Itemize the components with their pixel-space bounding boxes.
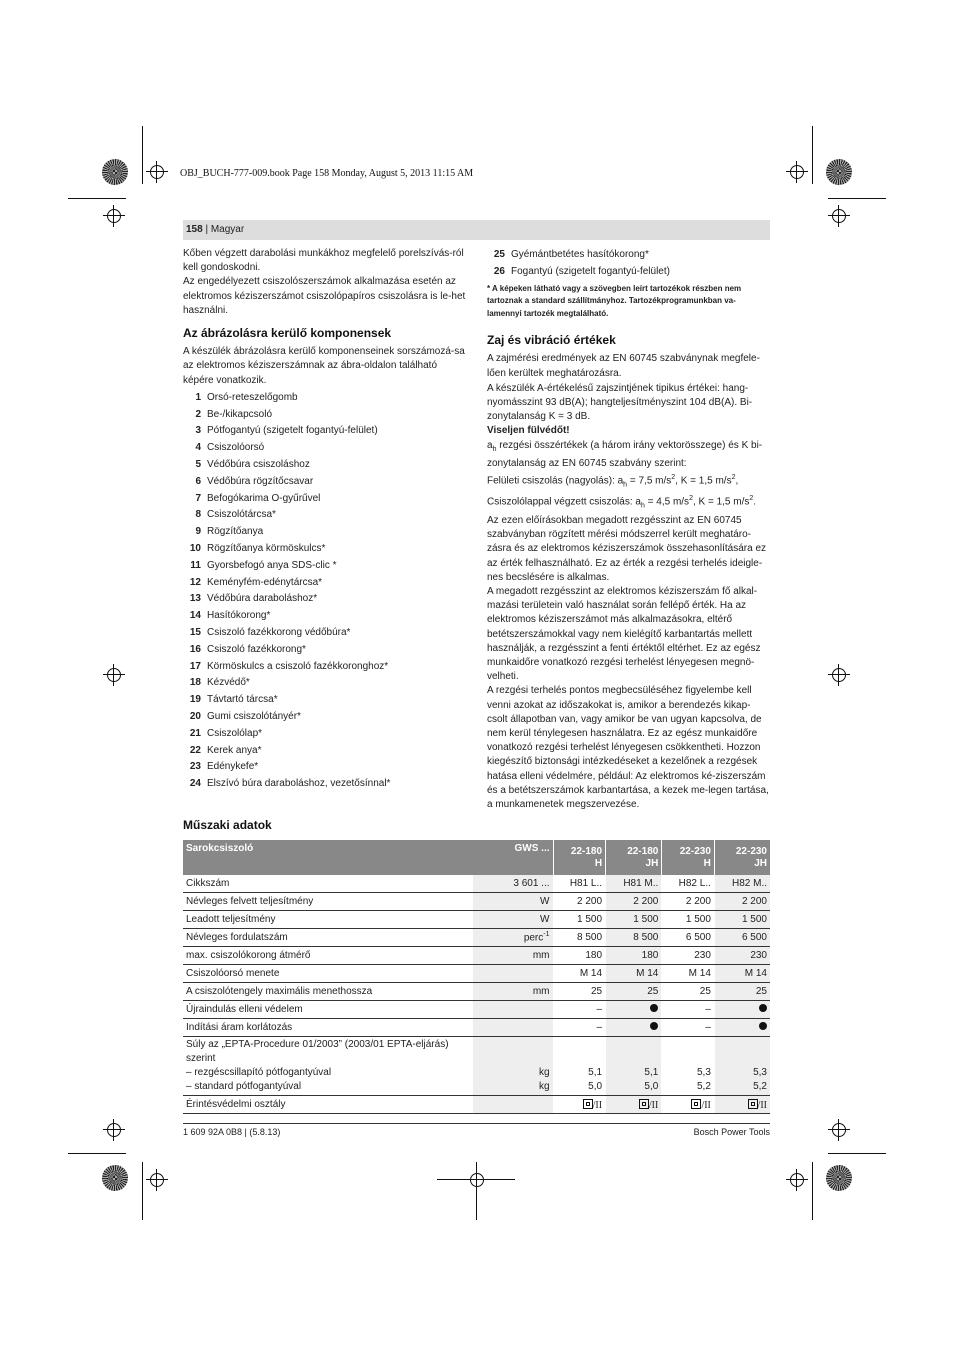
list-item [183,541,468,558]
row-label: Újraindulás elleni védelem [183,1001,473,1019]
page-header: 158 | Magyar [183,220,770,240]
warning-text: Viseljen fülvédőt! [487,425,570,437]
row-value: – [553,1019,606,1037]
row-value: 230 [662,947,715,965]
paragraph: A megadott rezgésszint az elektromos kéziszerszám fő alkal-mazási területein való használat során fellépő érték. Ha az elektromos kéziszerszámot más alkalmazásokra, eltérő betétszerszámokkal vagy nem kielégítő karbantartás mellett használják, a rezgésszint a fenti értéktől eltérhet. Ez az egész munkaidőre vonatkozó rezgési terhelést lényegesen megnö-velheti. [487,586,761,683]
item-label: Rögzítőanya körmöskulcs* [207,543,326,554]
registration-mark-icon [828,664,850,686]
left-column [183,247,468,793]
item-number: 5 [195,459,201,471]
row-unit: mm [473,983,553,1001]
registration-mark-icon [828,1119,850,1141]
row-value: 6 500 [662,929,715,947]
registration-mark-icon [146,1169,168,1191]
crop-mark [142,126,143,184]
row-value: 230 [714,947,770,965]
paragraph: $a_h$ rezgési összértékek (a három irány vektorösszege) és K bi-zonytalanság az EN 60745 szabvány szerint: [487,439,763,469]
paragraph: A készülék ábrázolásra kerülő komponenseinek sorszámozá-sa az elektromos kéziszerszámnak az ábra-oldalon található képére vonatkozik. [183,346,465,386]
row-value: 180 [606,947,662,965]
row-unit [473,1096,553,1114]
section-heading: Műszaki adatok [183,818,272,832]
row-unit: kg kg [473,1037,553,1096]
table-row [183,1001,770,1019]
list-item [183,440,468,457]
paragraph: Csiszolólappal végzett csiszolás: $a_h = 4,5$ $m/s^2$, K = 1,5 $m/s^2$. [487,495,757,510]
item-number: 3 [195,425,201,437]
table-row [183,929,770,947]
table-row [183,1019,770,1037]
row-value: 5,1 5,0 [606,1037,662,1096]
item-number: 22 [189,744,201,756]
list-item [183,524,468,541]
item-number: 4 [195,442,201,454]
item-label: Hasítókorong* [207,610,271,622]
crop-mark [68,198,126,199]
row-value: 25 [606,983,662,1001]
list-item [183,759,468,776]
item-number: 24 [189,778,201,790]
double-insulation-icon [691,1099,701,1109]
row-value: – [662,1001,715,1019]
row-label: Cikkszám [183,875,473,893]
color-target-icon [826,1165,852,1191]
color-target-icon [102,159,128,185]
registration-mark-icon [466,1169,488,1191]
item-label: Fogantyú (szigetelt fogantyú-felület) [511,265,670,277]
row-value: 1 500 [606,911,662,929]
model-column: 22-230 JH [714,840,770,875]
item-number: 19 [189,694,201,706]
footer-code: 1 609 92A 0B8 | (5.8.13) [183,1127,281,1137]
paragraph: A zajmérési eredmények az EN 60745 szabványnak megfele-lően kerültek meghatározásra. [487,353,760,379]
row-label: Névleges felvett teljesítmény [183,893,473,911]
color-target-icon [826,159,852,185]
row-value: H82 M.. [714,875,770,893]
double-insulation-icon [748,1099,758,1109]
row-value: 5,1 5,0 [553,1037,606,1096]
filled-dot-icon [759,1004,767,1012]
item-label: Védőbúra rögzítőcsavar [207,475,314,487]
row-value: M 14 [553,965,606,983]
model-column: 22-230 H [662,840,715,875]
crop-mark [812,126,813,184]
list-item [183,608,468,625]
row-value: 180 [553,947,606,965]
spec-header-row [183,840,770,875]
table-row [183,911,770,929]
list-item [183,491,468,508]
item-label: Edénykefe* [207,761,259,773]
row-value: 1 500 [662,911,715,929]
table-row [183,965,770,983]
item-number: 11 [190,559,201,571]
row-label: A csiszolótengely maximális menethossza [183,983,473,1001]
registration-mark-icon [103,664,125,686]
item-number: 23 [189,761,201,773]
row-value [714,1001,770,1019]
paragraph: Az ezen előírásokban megadott rezgésszint az EN 60745 szabványban rögzített mérési módszerrel került meghatáro-zásra és az elektromos kéziszerszámok összehasonlítására ez az érték felhasználható. Ez az érték a rezgési terhelés ideigle-nes becslésére is alkalmas. [487,514,767,583]
row-value [606,1019,662,1037]
item-label: Védőbúra daraboláshoz* [207,593,318,605]
paragraph: Az engedélyezett csiszolószerszámok alkalmazása esetén az elektromos kéziszerszámot csiszolópapíros csiszolásra is le-het használni. [183,276,466,316]
crop-mark [437,1179,515,1180]
row-value: M 14 [714,965,770,983]
row-value: 25 [553,983,606,1001]
row-unit: perc$^{-1}$ [473,929,553,947]
page-number: 158 [186,224,203,235]
row-value: 2 200 [662,893,715,911]
table-row [183,947,770,965]
table-row [183,875,770,893]
item-label: Gyémántbetétes hasítókorong* [511,249,649,260]
table-row [183,1037,770,1096]
item-label: Védőbúra csiszoláshoz [207,459,310,471]
item-number: 21 [189,727,201,739]
footer-rule [183,1123,770,1124]
row-value: – [553,1001,606,1019]
item-number: 20 [189,710,201,722]
row-value: /II [553,1096,606,1114]
table-row [183,1096,770,1114]
crop-mark [828,198,886,199]
row-unit: 3 601 ... [473,875,553,893]
item-label: Csiszolóorsó [207,442,265,454]
list-item [183,423,468,440]
row-value: 2 200 [553,893,606,911]
item-label: Pótfogantyú (szigetelt fogantyú-felület) [207,425,378,437]
row-value: /II [662,1096,715,1114]
row-value: /II [606,1096,662,1114]
row-unit [473,1019,553,1037]
crop-mark [828,1153,886,1154]
row-value: 5,3 5,2 [662,1037,715,1096]
row-label: Érintésvédelmi osztály [183,1096,473,1114]
accessory-note: * A képeken látható vagy a szövegben leírt tartozékok részben nem tartoznak a standard szállítmányhoz. Tartozékprogramunkban va-lamennyi tartozék megtalálható. [487,283,742,318]
paragraph: A rezgési terhelés pontos megbecsüléséhez figyelembe kell venni azokat az időszakokat is, amikor a berendezés kikap-csolt állapotban van, vagy amikor be van ugyan kapcsolva, de nem kerül ténylegesen használatra. Ez az egész munkaidőre vonatkozó rezgési terhelést lényegesen csökkentheti. Hozzon kiegészítő biztonsági intézkedéseket a kezelőnek a rezgések hatása elleni védelmére, például: Az elektromos ké-ziszerszám és a betétszerszámok karbantartása, a kezek me-legen tartása, a munkamenetek megszervezése. [487,685,769,811]
list-item [183,407,468,424]
item-number: 9 [195,526,201,538]
paragraph: A készülék A-értékelésű zajszintjének tipikus értékei: hang-nyomásszint 93 dB(A); hangteljesítményszint 104 dB(A). Bi-zonytalanság K = 3 dB. [487,382,753,423]
item-label: Távtartó tárcsa* [207,694,278,706]
row-value: 8 500 [553,929,606,947]
row-value: H81 M.. [606,875,662,893]
list-item [183,390,468,407]
crop-mark [68,1153,126,1154]
color-target-icon [102,1165,128,1191]
item-label: Elszívó búra daraboláshoz, vezetősínnal* [207,778,391,790]
list-item [487,264,770,281]
list-item [183,642,468,659]
print-info-line: OBJ_BUCH-777-009.book Page 158 Monday, August 5, 2013 11:15 AM [180,168,474,179]
item-label: Gyorsbefogó anya SDS-clic * [207,559,337,571]
item-number: 2 [195,408,201,420]
row-value: – [662,1019,715,1037]
list-item [183,659,468,676]
row-value: 25 [662,983,715,1001]
component-list [183,390,468,793]
list-item [183,591,468,608]
list-item [183,675,468,692]
list-item [183,709,468,726]
item-number: 25 [493,249,505,260]
row-value: M 14 [606,965,662,983]
item-number: 14 [189,610,201,622]
registration-mark-icon [786,1169,808,1191]
item-number: 12 [189,576,201,588]
filled-dot-icon [650,1022,658,1030]
row-label: Leadott teljesítmény [183,911,473,929]
item-label: Befogókarima O-gyűrűvel [207,492,321,504]
item-label: Be-/kikapcsoló [207,408,273,420]
row-value: 1 500 [553,911,606,929]
spec-table [183,840,770,1114]
row-unit: mm [473,947,553,965]
row-label: max. csiszolókorong átmérő [183,947,473,965]
row-label: Csiszolóorsó menete [183,965,473,983]
row-value: M 14 [662,965,715,983]
list-item [183,726,468,743]
item-label: Gumi csiszolótányér* [207,710,301,722]
filled-dot-icon [759,1022,767,1030]
model-column: 22-180 JH [606,840,662,875]
list-item [183,692,468,709]
component-list [487,247,770,281]
list-item [183,776,468,793]
paragraph: Felületi csiszolás (nagyolás): $a_h = 7,5$ $m/s^2$, K = 1,5 $m/s^2$, [487,473,739,489]
table-row [183,893,770,911]
item-number: 15 [189,626,201,638]
list-item [183,507,468,524]
list-item [183,743,468,760]
list-item [183,474,468,491]
section-heading: Zaj és vibráció értékek [487,333,616,348]
row-value [606,1001,662,1019]
list-item [183,625,468,642]
item-label: Keményfém-edénytárcsa* [207,576,323,588]
row-value: /II [714,1096,770,1114]
row-unit [473,965,553,983]
item-number: 8 [195,509,201,521]
row-label: Indítási áram korlátozás [183,1019,473,1037]
row-value: 6 500 [714,929,770,947]
table-row [183,983,770,1001]
item-number: 17 [189,660,201,672]
section-heading: Az ábrázolásra kerülő komponensek [183,326,392,341]
item-label: Kézvédő* [207,677,250,689]
registration-mark-icon [103,1119,125,1141]
list-item [487,247,770,264]
item-number: 10 [189,543,201,554]
item-label: Körmöskulcs a csiszoló fazékkoronghoz* [207,660,389,672]
item-number: 13 [189,593,201,605]
row-value: 8 500 [606,929,662,947]
list-item [183,575,468,592]
row-unit [473,1001,553,1019]
footer-brand: Bosch Power Tools [693,1127,770,1137]
item-label: Rögzítőanya [207,526,264,538]
row-label: Súly az „EPTA-Procedure 01/2003” (2003/01 EPTA-eljárás) szerint – rezgéscsillapító pótfogantyúval – standard pótfogantyúval [183,1037,473,1096]
registration-mark-icon [103,205,125,227]
registration-mark-icon [828,205,850,227]
item-number: 1 [195,391,201,403]
crop-mark [142,1162,143,1220]
item-number: 7 [195,492,201,504]
row-value: 2 200 [606,893,662,911]
item-label: Csiszoló fazékkorong védőbúra* [207,626,351,638]
registration-mark-icon [146,161,168,183]
item-label: Csiszolólap* [207,727,263,739]
row-value: 1 500 [714,911,770,929]
header-unit: GWS ... [473,840,553,875]
row-value: 25 [714,983,770,1001]
double-insulation-icon [583,1099,593,1109]
row-unit: W [473,893,553,911]
row-unit: W [473,911,553,929]
item-label: Csiszoló fazékkorong* [207,643,306,655]
item-label: Orsó-reteszelőgomb [207,391,298,403]
section-name: Magyar [210,224,245,235]
item-number: 16 [189,643,201,655]
item-number: 6 [195,475,201,487]
item-number: 26 [493,265,505,277]
item-number: 18 [189,677,201,689]
item-label: Csiszolótárcsa* [207,509,276,521]
crop-mark [812,1162,813,1220]
row-label: Névleges fordulatszám [183,929,473,947]
double-insulation-icon [639,1099,649,1109]
model-column: 22-180 H [553,840,606,875]
registration-mark-icon [786,161,808,183]
paragraph: Kőben végzett darabolási munkákhoz megfelelő porelszívás-ról kell gondoskodni. [183,248,464,274]
filled-dot-icon [650,1004,658,1012]
item-label: Kerek anya* [207,744,262,756]
row-value: 5,3 5,2 [714,1037,770,1096]
row-value: H82 L.. [662,875,715,893]
list-item [183,558,468,575]
right-column [487,247,770,812]
row-value: 2 200 [714,893,770,911]
header-label: Sarokcsiszoló [183,840,473,875]
row-value [714,1019,770,1037]
list-item [183,457,468,474]
row-value: H81 L.. [553,875,606,893]
crop-mark [476,1162,477,1220]
